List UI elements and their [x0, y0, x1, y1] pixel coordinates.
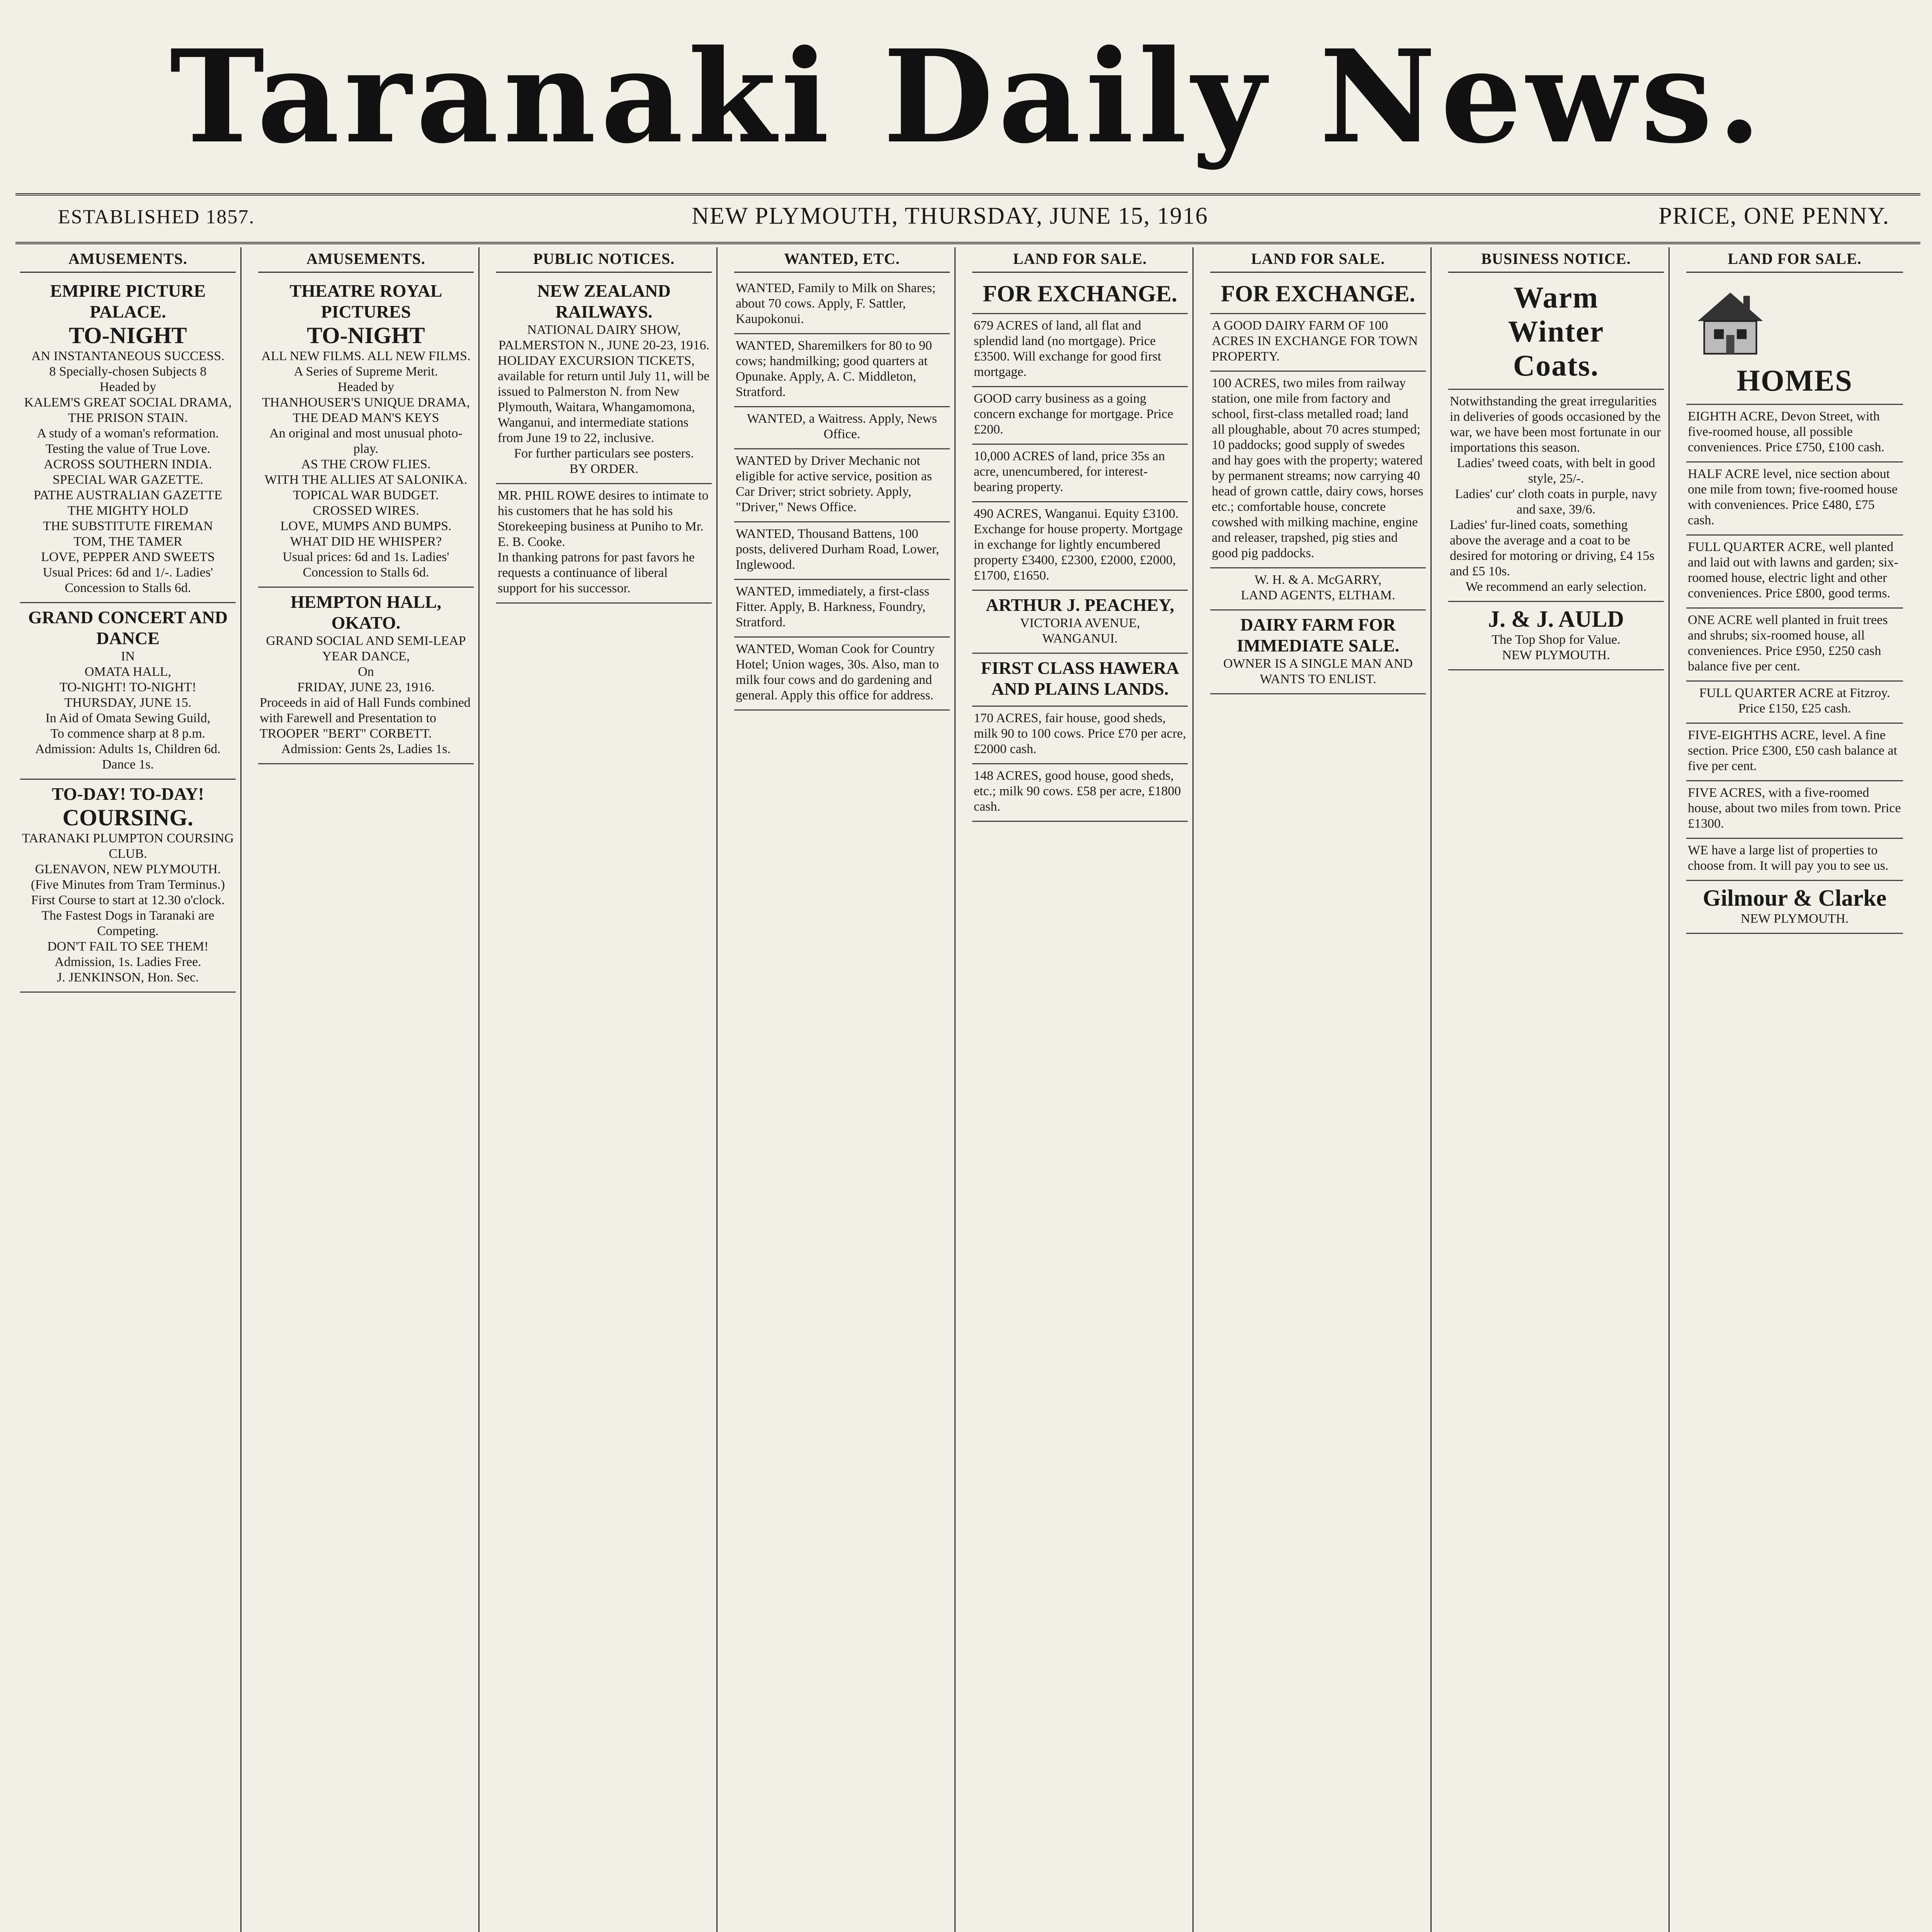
advertisement — [972, 591, 1188, 654]
ad-line: FRIDAY, JUNE 23, 1916. — [297, 680, 435, 694]
ad-line: WANTED, Thousand Battens, 100 posts, delivered Durham Road, Lower, Inglewood. — [736, 527, 939, 572]
column-heading: LAND FOR SALE. — [1686, 247, 1903, 273]
ad-line: VICTORIA AVENUE, — [1020, 616, 1140, 630]
ad-line: Warm — [1513, 281, 1599, 314]
ad-line: The Top Shop for Value. — [1492, 633, 1621, 647]
ad-line: An original and most unusual photo-play. — [269, 426, 463, 456]
advertisement — [972, 707, 1188, 764]
ad-line: J. JENKINSON, Hon. Sec. — [57, 970, 199, 985]
ad-line: FOR EXCHANGE. — [983, 281, 1177, 306]
ad-line: NATIONAL DAIRY SHOW, PALMERSTON N., JUNE 20-23, 1916. — [498, 323, 709, 352]
ad-line: For further particulars see posters. — [514, 446, 694, 461]
ad-line: LOVE, MUMPS AND BUMPS. — [280, 519, 452, 533]
column-3 — [492, 247, 718, 1932]
ad-line: WHAT DID HE WHISPER? — [290, 534, 442, 549]
ad-line: CROSSED WIRES. — [313, 503, 419, 518]
advertisement — [734, 580, 950, 638]
advertisement — [734, 522, 950, 580]
ad-line: THURSDAY, JUNE 15. — [64, 696, 192, 710]
ad-line: NEW ZEALAND RAILWAYS. — [537, 281, 671, 321]
ad-line: HOLIDAY EXCURSION TICKETS, available for return until July 11, will be issued to Palmerston N. from New Plymouth, Waitara, Whangamomona, Wanganui, and intermediate stations from June 19 to 22, inclusive. — [498, 354, 710, 445]
advertisement — [972, 387, 1188, 445]
ad-line: BY ORDER. — [569, 462, 639, 476]
column-6 — [1206, 247, 1432, 1932]
advertisement — [20, 780, 236, 993]
column-heading: WANTED, ETC. — [734, 247, 950, 273]
advertisement — [496, 484, 712, 604]
ad-line: DAIRY FARM FOR IMMEDIATE SALE. — [1236, 615, 1400, 655]
ad-line: THE PRISON STAIN. — [68, 411, 188, 425]
established-label: ESTABLISHED 1857. — [58, 206, 255, 228]
ad-line: Gilmour & Clarke — [1702, 885, 1887, 911]
ad-line: HEMPTON HALL, OKATO. — [290, 592, 442, 633]
column-heading: AMUSEMENTS. — [258, 247, 474, 273]
ad-line: AN INSTANTANEOUS SUCCESS. — [31, 349, 224, 363]
advertisement — [1686, 405, 1903, 463]
ad-line: THE MIGHTY HOLD — [67, 503, 189, 518]
advertisement — [1686, 781, 1903, 839]
advertisement — [1686, 881, 1903, 934]
ad-line: Ladies' fur-lined coats, something above the average and a coat to be desired for motoring or driving, £4 15s and £5 10s. — [1450, 518, 1655, 578]
ad-line: In thanking patrons for past favors he requests a continuance of liberal support for his successor. — [498, 550, 695, 595]
column-heading: LAND FOR SALE. — [1210, 247, 1426, 273]
ad-line: In Aid of Omata Sewing Guild, — [45, 711, 211, 725]
house-illustration — [1688, 284, 1773, 358]
ad-line: TO-NIGHT! TO-NIGHT! — [59, 680, 197, 694]
ad-line: AS THE CROW FLIES. — [301, 457, 431, 471]
ad-line: TO-NIGHT — [69, 323, 187, 348]
ad-line: EIGHTH ACRE, Devon Street, with five-roomed house, all possible conveniences. Price £750, £100 cash. — [1688, 409, 1884, 454]
ad-line: Proceeds in aid of Hall Funds combined with Farewell and Presentation to TROOPER "BERT" CORBETT. — [260, 696, 471, 741]
dateline-bar — [15, 193, 1920, 244]
advertisement — [1686, 463, 1903, 536]
ad-line: 148 ACRES, good house, good sheds, etc.; milk 90 cows. £58 per acre, £1800 cash. — [974, 769, 1181, 814]
ad-line: W. H. & A. McGARRY, — [1254, 573, 1382, 587]
column-1 — [15, 247, 242, 1932]
ad-line: FOR EXCHANGE. — [1221, 281, 1415, 306]
column-heading: PUBLIC NOTICES. — [496, 247, 712, 273]
ad-line: First Course to start at 12.30 o'clock. — [31, 893, 225, 907]
ad-line: J. & J. AULD — [1488, 606, 1624, 632]
ad-line: HALF ACRE level, nice section about one mile from town; five-roomed house with conveniences. Price £480, £75 cash. — [1688, 467, 1898, 527]
advertisement — [1210, 372, 1426, 568]
ad-line: HOMES — [1736, 364, 1853, 397]
ad-line: A GOOD DAIRY FARM OF 100 ACRES IN EXCHANGE FOR TOWN PROPERTY. — [1212, 318, 1418, 364]
ad-line: TOM, THE TAMER — [73, 534, 182, 549]
ad-line: WANGANUI. — [1042, 631, 1118, 646]
advertisement — [1210, 611, 1426, 694]
ad-line: DON'T FAIL TO SEE THEM! — [47, 939, 209, 954]
column-heading: BUSINESS NOTICE. — [1448, 247, 1664, 273]
ad-line: Admission, 1s. Ladies Free. — [54, 955, 201, 969]
ad-line: TARANAKI PLUMPTON COURSING CLUB. — [22, 831, 234, 861]
advertisement — [20, 277, 236, 603]
ad-line: GLENAVON, NEW PLYMOUTH. — [35, 862, 221, 876]
advertisement — [20, 603, 236, 780]
ad-line: (Five Minutes from Tram Terminus.) — [31, 878, 225, 892]
ad-line: A Series of Supreme Merit. — [294, 364, 438, 379]
advertisement — [734, 638, 950, 711]
advertisement — [734, 334, 950, 407]
ad-line: TOPICAL WAR BUDGET. — [293, 488, 439, 502]
ad-line: LAND AGENTS, ELTHAM. — [1241, 588, 1395, 602]
price-label: PRICE, ONE PENNY. — [1658, 203, 1889, 229]
ad-line: Ladies' tweed coats, with belt in good style, 25/-. — [1457, 456, 1655, 486]
ad-line: WANTED, Family to Milk on Shares; about 70 cows. Apply, F. Sattler, Kaupokonui. — [736, 281, 936, 326]
advertisement — [1686, 839, 1903, 881]
ad-line: We recommend an early selection. — [1465, 580, 1647, 594]
ad-line: Winter — [1508, 315, 1604, 348]
ad-line: 100 ACRES, two miles from railway station, one mile from factory and school, first-class metalled road; land all ploughable, about 70 acres stumped; 10 paddocks; good supply of swedes and hay goes with the property; watered by permanent streams; now carrying 40 head of grown cattle, dairy cows, horses etc.; comfortable house, concrete cowshed with milking machine, engine and releaser, trapshed, pig sties and good pig paddocks. — [1212, 376, 1423, 560]
ad-line: GRAND SOCIAL AND SEMI-LEAP YEAR DANCE, — [266, 634, 466, 663]
advertisement — [1448, 390, 1664, 602]
column-7 — [1444, 247, 1670, 1932]
advertisement — [1210, 568, 1426, 611]
dateline: NEW PLYMOUTH, THURSDAY, JUNE 15, 1916 — [692, 203, 1208, 229]
ad-line: Admission: Adults 1s, Children 6d. Dance 1s. — [35, 742, 221, 772]
advertisement — [1686, 724, 1903, 781]
column-heading: AMUSEMENTS. — [20, 247, 236, 273]
ad-line: On — [358, 665, 374, 679]
advertisement — [1448, 602, 1664, 670]
advertisement — [1686, 277, 1903, 405]
ad-line: WITH THE ALLIES AT SALONIKA. — [264, 473, 468, 487]
advertisement — [734, 407, 950, 449]
ad-line: WANTED, a Waitress. Apply, News Office. — [747, 412, 937, 441]
ad-line: The Fastest Dogs in Taranaki are Competing. — [41, 908, 214, 938]
advertisement — [972, 277, 1188, 314]
ad-line: ONE ACRE well planted in fruit trees and shrubs; six-roomed house, all conveniences. Price £950, £250 cash balance five per cent. — [1688, 613, 1888, 673]
ad-line: KALEM'S GREAT SOCIAL DRAMA, — [24, 395, 232, 410]
ad-line: WANTED, immediately, a first-class Fitter. Apply, B. Harkness, Foundry, Stratford. — [736, 584, 930, 629]
ad-line: PATHE AUSTRALIAN GAZETTE — [34, 488, 222, 502]
ad-line: Headed by — [337, 380, 395, 394]
ad-line: THANHOUSER'S UNIQUE DRAMA, — [262, 395, 470, 410]
ad-line: 679 ACRES of land, all flat and splendid land (no mortgage). Price £3500. Will exchange for good first mortgage. — [974, 318, 1162, 379]
advertisement — [734, 277, 950, 334]
advertisement — [1448, 277, 1664, 390]
ad-line: ARTHUR J. PEACHEY, — [986, 595, 1174, 615]
ad-line: LOVE, PEPPER AND SWEETS — [41, 550, 215, 564]
ad-line: GRAND CONCERT AND DANCE — [28, 607, 228, 648]
ad-line: WE have a large list of properties to choose from. It will pay you to see us. — [1688, 843, 1889, 873]
ad-line: 170 ACRES, fair house, good sheds, milk 90 to 100 cows. Price £70 per acre, £2000 cash. — [974, 711, 1186, 756]
advertisement — [1210, 277, 1426, 314]
advertisement — [972, 764, 1188, 822]
ad-line: NEW PLYMOUTH. — [1502, 648, 1610, 662]
ad-line: NEW PLYMOUTH. — [1740, 912, 1849, 926]
ad-line: Notwithstanding the great irregularities in deliveries of goods occasioned by the war, we have been most fortunate in our importations this season. — [1450, 394, 1661, 455]
ad-line: TO-NIGHT — [307, 323, 425, 348]
ad-line: IN — [121, 649, 135, 663]
ad-line: 10,000 ACRES of land, price 35s an acre, unencumbered, for interest-bearing property. — [974, 449, 1165, 494]
advertisement — [972, 654, 1188, 707]
ad-line: SPECIAL WAR GAZETTE. — [52, 473, 204, 487]
ad-line: Headed by — [99, 380, 156, 394]
advertisement — [972, 314, 1188, 387]
advertisement — [972, 502, 1188, 591]
column-4 — [730, 247, 956, 1932]
ad-line: ACROSS SOUTHERN INDIA. — [44, 457, 212, 471]
advertisement — [734, 449, 950, 522]
ad-line: FULL QUARTER ACRE at Fitzroy. Price £150, £25 cash. — [1699, 686, 1890, 716]
ad-line: Admission: Gents 2s, Ladies 1s. — [281, 742, 451, 756]
ad-line: Usual Prices: 6d and 1/-. Ladies' Concession to Stalls 6d. — [43, 565, 213, 595]
column-8 — [1682, 247, 1908, 1932]
newspaper-title: Taranaki Daily News. — [170, 22, 1766, 172]
ad-line: THE DEAD MAN'S KEYS — [293, 411, 439, 425]
ad-line: TO-DAY! TO-DAY! — [51, 784, 204, 804]
ad-line: WANTED by Driver Mechanic not eligible for active service, position as Car Driver; strict sobriety. Apply, "Driver," News Office. — [736, 454, 932, 514]
ad-line: OWNER IS A SINGLE MAN AND WANTS TO ENLIST. — [1223, 656, 1413, 686]
column-2 — [253, 247, 480, 1932]
ad-line: COURSING. — [62, 805, 194, 830]
ad-line: Usual prices: 6d and 1s. Ladies' Concession to Stalls 6d. — [282, 550, 449, 580]
ad-line: MR. PHIL ROWE desires to intimate to his customers that he has sold his Storekeeping business at Puniho to Mr. E. B. Cooke. — [498, 488, 709, 549]
ad-line: THE SUBSTITUTE FIREMAN — [43, 519, 213, 533]
ad-line: Testing the value of True Love. — [45, 442, 211, 456]
ad-line: Ladies' cur' cloth coats in purple, navy and saxe, 39/6. — [1455, 487, 1657, 517]
ad-line: 8 Specially-chosen Subjects 8 — [49, 364, 207, 379]
column-heading: LAND FOR SALE. — [972, 247, 1188, 273]
column-5 — [968, 247, 1194, 1932]
ad-line: EMPIRE PICTURE PALACE. — [50, 281, 206, 321]
ad-line: Coats. — [1513, 349, 1599, 382]
ad-line: To commence sharp at 8 p.m. — [50, 726, 206, 741]
ad-line: A study of a woman's reformation. — [37, 426, 219, 440]
ad-line: FIRST CLASS HAWERA AND PLAINS LANDS. — [981, 658, 1179, 699]
advertisement — [258, 588, 474, 764]
ad-line: THEATRE ROYAL PICTURES — [289, 281, 442, 321]
advertisement — [972, 445, 1188, 502]
ad-line: OMATA HALL, — [85, 665, 171, 679]
advertisement — [1686, 536, 1903, 609]
advertisement — [496, 277, 712, 484]
ad-line: WANTED, Woman Cook for Country Hotel; Union wages, 30s. Also, man to milk four cows and do gardening and general. Apply this office for address. — [736, 642, 939, 702]
advertisement — [1686, 609, 1903, 682]
ad-line: FULL QUARTER ACRE, well planted and laid out with lawns and garden; six-roomed house, electric light and other conveniences. Price £800, good terms. — [1688, 540, 1898, 600]
advertisement — [1210, 314, 1426, 372]
ad-line: FIVE ACRES, with a five-roomed house, about two miles from town. Price £1300. — [1688, 786, 1901, 831]
ad-line: FIVE-EIGHTHS ACRE, level. A fine section. Price £300, £50 cash balance at five per cent. — [1688, 728, 1897, 773]
advertisement — [258, 277, 474, 588]
masthead — [15, 12, 1920, 193]
ad-line: 490 ACRES, Wanganui. Equity £3100. Exchange for house property. Mortgage in exchange for lightly encumbered property £3400, £2300, £2000, £2000, £1700, £1650. — [974, 507, 1183, 583]
ad-line: GOOD carry business as a going concern exchange for mortgage. Price £200. — [974, 391, 1173, 437]
ad-line: ALL NEW FILMS. ALL NEW FILMS. — [261, 349, 471, 363]
advertisement — [1686, 682, 1903, 724]
ad-line: WANTED, Sharemilkers for 80 to 90 cows; handmilking; good quarters at Opunake. Apply, A. C. Middleton, Stratford. — [736, 338, 932, 399]
